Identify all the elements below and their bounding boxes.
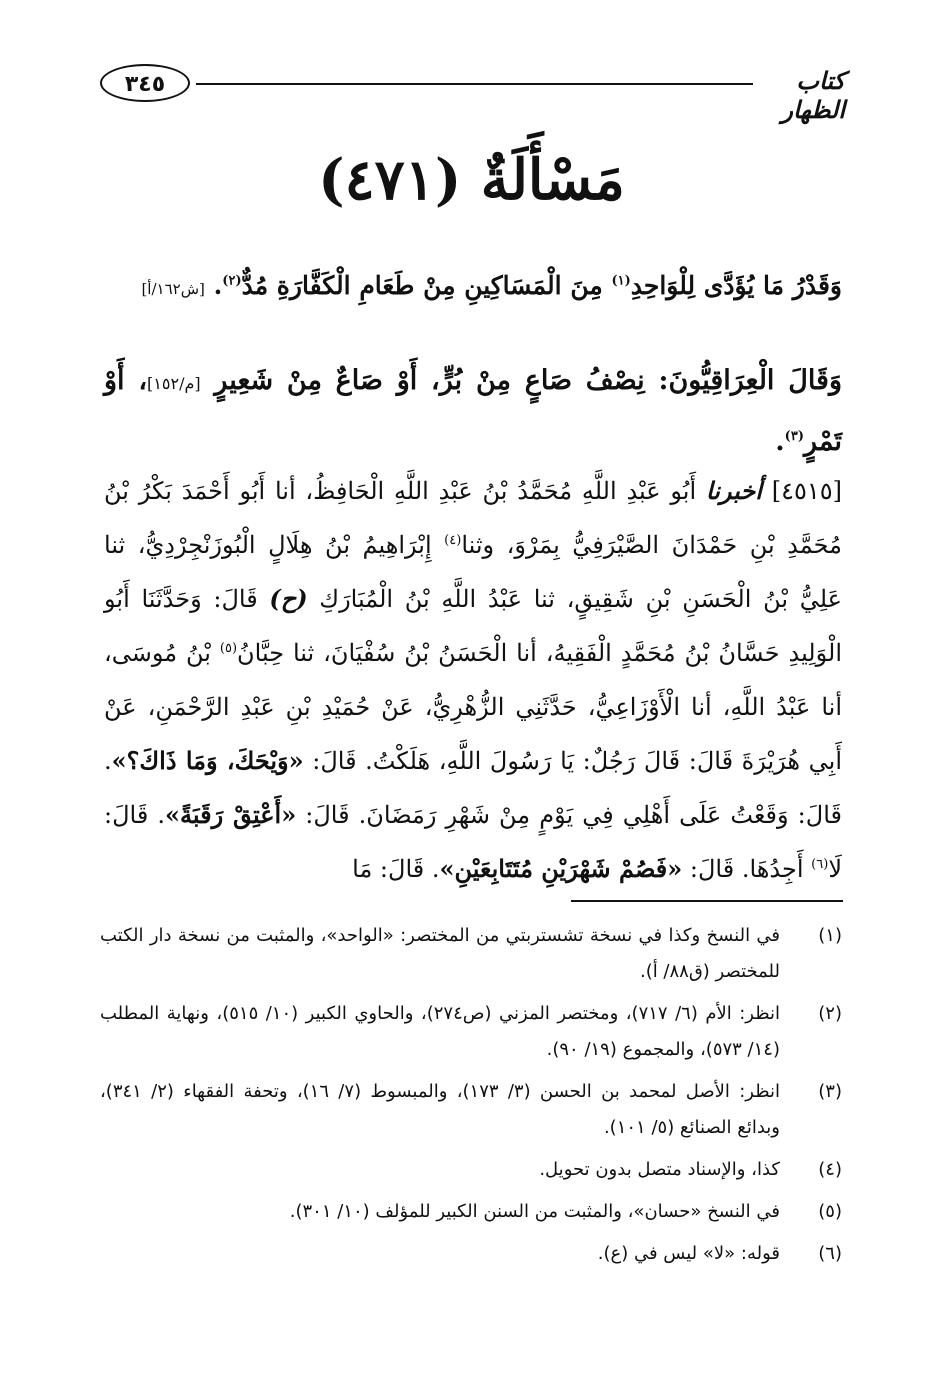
footnote-number: (١) [818,925,842,946]
hadith-text: أَبُو عَبْدِ اللَّهِ مُحَمَّدُ بْنُ عَبْدِ اللَّهِ الْحَافِظُ، أنا أَبُو أَحْمَدَ بَكْرُ بْنُ مُحَمَّدِ بْنِ حَمْدَانَ الصَّيْرَفِيُّ بِمَرْوَ، وثنا [104,477,842,559]
footnote-text: في النسخ «حسان»، والمثبت من السنن الكبير للمؤلف (١٠/ ٣٠١). [289,1201,780,1222]
footnote-number: (٦) [818,1243,842,1264]
footnote-separator [571,900,843,902]
footnote-ref-5[interactable]: (٥) [219,641,238,656]
footnotes [100,918,842,1278]
manuscript-ref: [ش١٦٢/أ] [141,280,205,298]
footnote-number: (٢) [818,1003,842,1024]
iraqi-text-c: . [775,426,785,457]
footnote-text: قوله: «لا» ليس في (ع). [597,1243,780,1264]
hadith-text: . قَالَ: لَا [104,801,842,883]
matn-text-a: وَقَدْرُ مَا يُؤَدَّى لِلْوَاحِدِ [630,271,842,300]
footnote-number: (٤) [818,1159,842,1180]
page-header [100,60,845,124]
running-title: كتاب الظهار [781,66,845,124]
footnote-text: انظر: الأم (٦/ ٧١٧)، ومختصر المزني (ص٢٧٤)، والحاوي الكبير (١٠/ ٥١٥)، ونهاية المطلب (١٤/ ٥٧٣)، والمجموع (١٩/ ٩٠). [100,1003,780,1060]
footnote-ref-2[interactable]: (٢) [222,273,242,289]
hadith-number: [٤٥١٥] [761,477,842,505]
footnote-ref-3[interactable]: (٣) [784,429,804,444]
footnote-item [100,1194,842,1230]
matn-text-b: مِنَ الْمَسَاكِينِ مِنْ طَعَامِ الْكَفَّارَةِ مُدٌّ [241,271,612,300]
masala-title: مَسْأَلَةٌ (٤٧١) [318,147,625,213]
hadith-paragraph [104,464,842,896]
hadith-text: . قَالَ: مَا [352,855,440,883]
footnote-number: (٣) [818,1081,842,1102]
iraqi-paragraph [104,352,842,471]
header-rule [196,83,753,85]
hadith-text: إِبْرَاهِيمُ بْنُ هِلَالٍ الْبُوزَنْجِرْدِيُّ، ثنا عَلِيُّ بْنُ الْحَسَنِ بْنِ شَقِيقٍ، ثنا عَبْدُ اللَّهِ بْنُ الْمُبَارَكِ [104,531,842,613]
footnote-text: انظر: الأصل لمحمد بن الحسن (٣/ ١٧٣)، والمبسوط (٧/ ١٦)، وتحفة الفقهاء (٢/ ٣٤١)، وبدائع الصنائع (٥/ ١٠١). [100,1081,780,1138]
footnote-ref-1[interactable]: (١) [611,273,631,289]
footnote-item [100,1074,842,1146]
footnote-item [100,996,842,1068]
footnote-text: في النسخ وكذا في نسخة تشستربتي من المختصر: «الواحد»، والمثبت من نسخة دار الكتب للمختصر (ق٨٨/ أ). [100,925,780,982]
hadith-text: بْنُ مُوسَى، أنا عَبْدُ اللَّهِ، أنا الْأَوْزَاعِيُّ، حَدَّثَنِي الزُّهْرِيُّ، عَنْ حُمَيْدِ بْنِ عَبْدِ الرَّحْمَنِ، عَنْ أَبِي هُرَيْرَةَ قَالَ: قَالَ رَجُلٌ: يَا رَسُولَ اللَّهِ، هَلَكْتُ. قَالَ: [104,639,842,775]
prophet-quote: «أَعْتِقْ رَقَبَةً» [165,800,297,829]
iraqi-text-b: ، أَوْ تَمْرٍ [104,365,842,457]
footnote-ref-6[interactable]: (٦) [811,857,829,872]
page-number: ٣٤٥ [100,64,190,102]
hadith-text: . قَالَ: وَقَعْتُ عَلَى أَهْلِي فِي يَوْمٍ مِنْ شَهْرِ رَمَضَانَ. قَالَ: [104,747,842,829]
hadith-text: قَالَ: وَحَدَّثَنَا أَبُو الْوَلِيدِ حَسَّانُ بْنُ مُحَمَّدٍ الْفَقِيهُ، أنا الْحَسَنُ بْنُ سُفْيَانَ، ثنا حِبَّانُ [104,585,843,667]
footnote-item [100,918,842,990]
prophet-quote: «فَصُمْ شَهْرَيْنِ مُتَتَابِعَيْنِ» [439,854,683,883]
matn-text-c: . [204,271,223,300]
matn-paragraph [104,262,842,313]
footnote-ref-4[interactable]: (٤) [444,533,462,548]
hadith-text: أَجِدُهَا. قَالَ: [682,855,812,883]
akhbarana-label: أخبرنا [705,476,762,505]
footnote-item [100,1152,842,1188]
iraqi-text-a: وَقَالَ الْعِرَاقِيُّونَ: نِصْفُ صَاعٍ مِنْ بُرٍّ، أَوْ صَاعٌ مِنْ شَعِيرٍ [200,365,842,396]
tahwil-symbol: (ح) [269,584,308,613]
manuscript-ref: [م/١٥٢] [147,374,201,393]
prophet-quote: «وَيْحَكَ، وَمَا ذَاكَ؟» [111,746,304,775]
footnote-number: (٥) [818,1201,842,1222]
footnote-item [100,1236,842,1272]
footnote-text: كذا، والإسناد متصل بدون تحويل. [539,1159,780,1180]
